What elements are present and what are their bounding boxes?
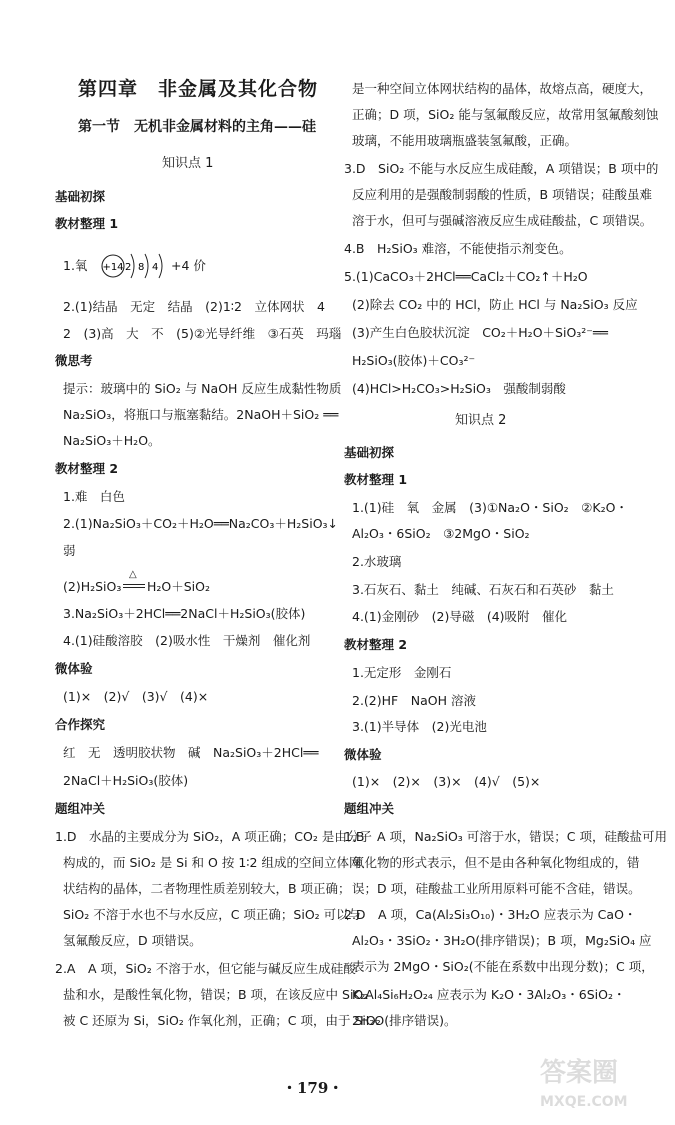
answer-line: Al₂O₃・3SiO₂・3H₂O(排序错误)；B 项，Mg₂SiO₄ 应 (352, 933, 652, 948)
answer-line: 2.(1)结晶 无定 结晶 (2)1∶2 立体网状 4 (63, 299, 325, 314)
shell-count-3: 4 (152, 262, 159, 273)
atom-prefix: 1.氧 (63, 258, 88, 273)
nucleus-label: +14 (102, 262, 124, 273)
answer-line: 是一种空间立体网状结构的晶体，故熔点高，硬度大， (352, 81, 653, 96)
heading-exercises: 题组冲关 (55, 801, 106, 816)
watermark-logo: 答案圈 (540, 1058, 619, 1088)
answer-line: 被 C 还原为 Si，SiO₂ 作氧化剂，正确；C 项，由于 SiO₂ (63, 1013, 381, 1028)
shell-count-1: 2 (125, 262, 132, 273)
heading-textbook-1: 教材整理 1 (344, 472, 408, 487)
answer-line: 4.B H₂SiO₃ 难溶，不能使指示剂变色。 (344, 241, 572, 256)
answer-line: 2.(2)HF NaOH 溶液 (352, 693, 476, 708)
answer-line: 1.B A 项，Na₂SiO₃ 可溶于水，错误；C 项，硅酸盐可用 (344, 829, 667, 844)
shell-arc-3 (159, 254, 162, 278)
answer-line: 3.石灰石、黏土 纯碱、石灰石和石英砂 黏土 (352, 582, 614, 597)
heading-experience: 微体验 (344, 747, 382, 762)
answer-line: 提示：玻璃中的 SiO₂ 与 NaOH 反应生成黏性物质 (63, 381, 342, 396)
answer-line: 正确；D 项，SiO₂ 能与氢氟酸反应，故常用氢氟酸刻蚀 (352, 107, 659, 122)
heat-condition: △ (129, 569, 137, 580)
answer-line: 1.难 白色 (63, 489, 125, 504)
shell-arc-2 (145, 254, 148, 278)
answer-line: (1)× (2)√ (3)√ (4)× (63, 689, 209, 704)
answer-line: K₂Al₄Si₆H₂O₂₄ 应表示为 K₂O・3Al₂O₃・6SiO₂・ (352, 987, 626, 1002)
answer-line: 4.(1)硅酸溶胶 (2)吸水性 干燥剂 催化剂 (63, 633, 311, 648)
answer-line: 2NaCl＋H₂SiO₃(胶体) (63, 773, 189, 788)
atom-valence: +4 价 (171, 258, 206, 273)
answer-line: Na₂SiO₃，将瓶口与瓶塞黏结。2NaOH＋SiO₂ ══ (63, 407, 339, 422)
chapter-title: 第四章 非金属及其化合物 (78, 78, 319, 100)
answer-line: (3)产生白色胶状沉淀 CO₂＋H₂O＋SiO₃²⁻══ (352, 325, 608, 340)
answer-line: 氢氟酸反应，D 项错误。 (63, 933, 202, 948)
heading-textbook-2: 教材整理 2 (344, 637, 408, 652)
knowledge-point-1: 知识点 1 (162, 156, 214, 171)
watermark-url: MXQE.COM (540, 1094, 628, 1110)
answer-line: 玻璃，不能用玻璃瓶盛装氢氟酸，正确。 (352, 133, 578, 148)
answer-line: 误；D 项，硅酸盐工业所用原料可能不含硅，错误。 (352, 881, 641, 896)
heading-exercises: 题组冲关 (344, 801, 395, 816)
answer-line: 2.A A 项，SiO₂ 不溶于水，但它能与碱反应生成硅酸 (55, 961, 356, 976)
answer-line: 红 无 透明胶状物 碱 Na₂SiO₃＋2HCl══ (63, 745, 319, 760)
answer-line: 盐和水，是酸性氧化物，错误；B 项，在该反应中 SiO₂ (63, 987, 369, 1002)
answer-line: 表示为 2MgO・SiO₂(不能在系数中出现分数)；C 项， (352, 959, 654, 974)
page-number: ・179・ (282, 1079, 344, 1097)
answer-line: (1)× (2)× (3)× (4)√ (5)× (352, 774, 541, 789)
knowledge-point-2: 知识点 2 (455, 413, 507, 428)
answer-line: 溶于水，但可与强碱溶液反应生成硅酸盐，C 项错误。 (352, 213, 653, 228)
answer-line: 反应利用的是强酸制弱酸的性质，B 项错误；硅酸虽难 (352, 187, 653, 202)
section-title: 第一节 无机非金属材料的主角——硅 (78, 119, 316, 135)
equals-sign (123, 584, 145, 588)
answer-line: (4)HCl>H₂CO₃>H₂SiO₃ 强酸制弱酸 (352, 381, 566, 396)
heading-cooperation: 合作探究 (55, 717, 106, 732)
answer-line: 1.(1)硅 氧 金属 (3)①Na₂O・SiO₂ ②K₂O・ (352, 500, 628, 515)
answer-line: 2.D A 项，Ca(Al₂Si₃O₁₀)・3H₂O 应表示为 CaO・ (344, 907, 637, 922)
shell-arc-1 (131, 254, 134, 278)
answer-line: 2.水玻璃 (352, 554, 402, 569)
answer-line: 2H₂O(排序错误)。 (352, 1013, 457, 1028)
atom-structure (63, 248, 223, 284)
equation-reactant: (2)H₂SiO₃ (63, 579, 122, 594)
answer-line: 2 (3)高 大 不 (5)②光导纤维 ③石英 玛瑙 (63, 326, 342, 341)
answer-line: (2)除去 CO₂ 中的 HCl，防止 HCl 与 Na₂SiO₃ 反应 (352, 297, 638, 312)
answer-line: H₂SiO₃(胶体)＋CO₃²⁻ (352, 353, 476, 368)
answer-line: 5.(1)CaCO₃＋2HCl══CaCl₂＋CO₂↑＋H₂O (344, 269, 588, 284)
heading-experience: 微体验 (55, 661, 93, 676)
heading-basic: 基础初探 (344, 445, 395, 460)
answer-line: 3.(1)半导体 (2)光电池 (352, 719, 487, 734)
answer-line: 1.D 水晶的主要成分为 SiO₂，A 项正确；CO₂ 是由分子 (55, 829, 372, 844)
answer-line: 3.D SiO₂ 不能与水反应生成硅酸，A 项错误；B 项中的 (344, 161, 659, 176)
heading-textbook-2: 教材整理 2 (55, 461, 119, 476)
answer-line: 状结构的晶体，二者物理性质差别较大，B 项正确； (63, 881, 351, 896)
shell-count-2: 8 (138, 262, 145, 273)
heading-thinking: 微思考 (55, 353, 93, 368)
answer-line: Na₂SiO₃＋H₂O。 (63, 433, 161, 448)
answer-line: 1.无定形 金刚石 (352, 665, 452, 680)
heading-textbook-1: 教材整理 1 (55, 216, 119, 231)
answer-line: 氧化物的形式表示，但不是由各种氧化物组成的，错 (352, 855, 640, 870)
answer-line: 3.Na₂SiO₃＋2HCl══2NaCl＋H₂SiO₃(胶体) (63, 606, 306, 621)
answer-line: 构成的，而 SiO₂ 是 Si 和 O 按 1∶2 组成的空间立体网 (63, 855, 362, 870)
answer-line: Al₂O₃・6SiO₂ ③2MgO・SiO₂ (352, 526, 530, 541)
answer-line: 2.(1)Na₂SiO₃＋CO₂＋H₂O══Na₂CO₃＋H₂SiO₃↓ (63, 516, 339, 531)
equation-products: H₂O＋SiO₂ (147, 579, 211, 594)
answer-line: SiO₂ 不溶于水也不与水反应，C 项正确；SiO₂ 可以与 (63, 907, 362, 922)
heading-basic: 基础初探 (55, 189, 106, 204)
answer-line: 4.(1)金刚砂 (2)导磁 (4)吸附 催化 (352, 609, 568, 624)
decomposition-equation (63, 569, 263, 596)
answer-line: 弱 (63, 543, 76, 558)
